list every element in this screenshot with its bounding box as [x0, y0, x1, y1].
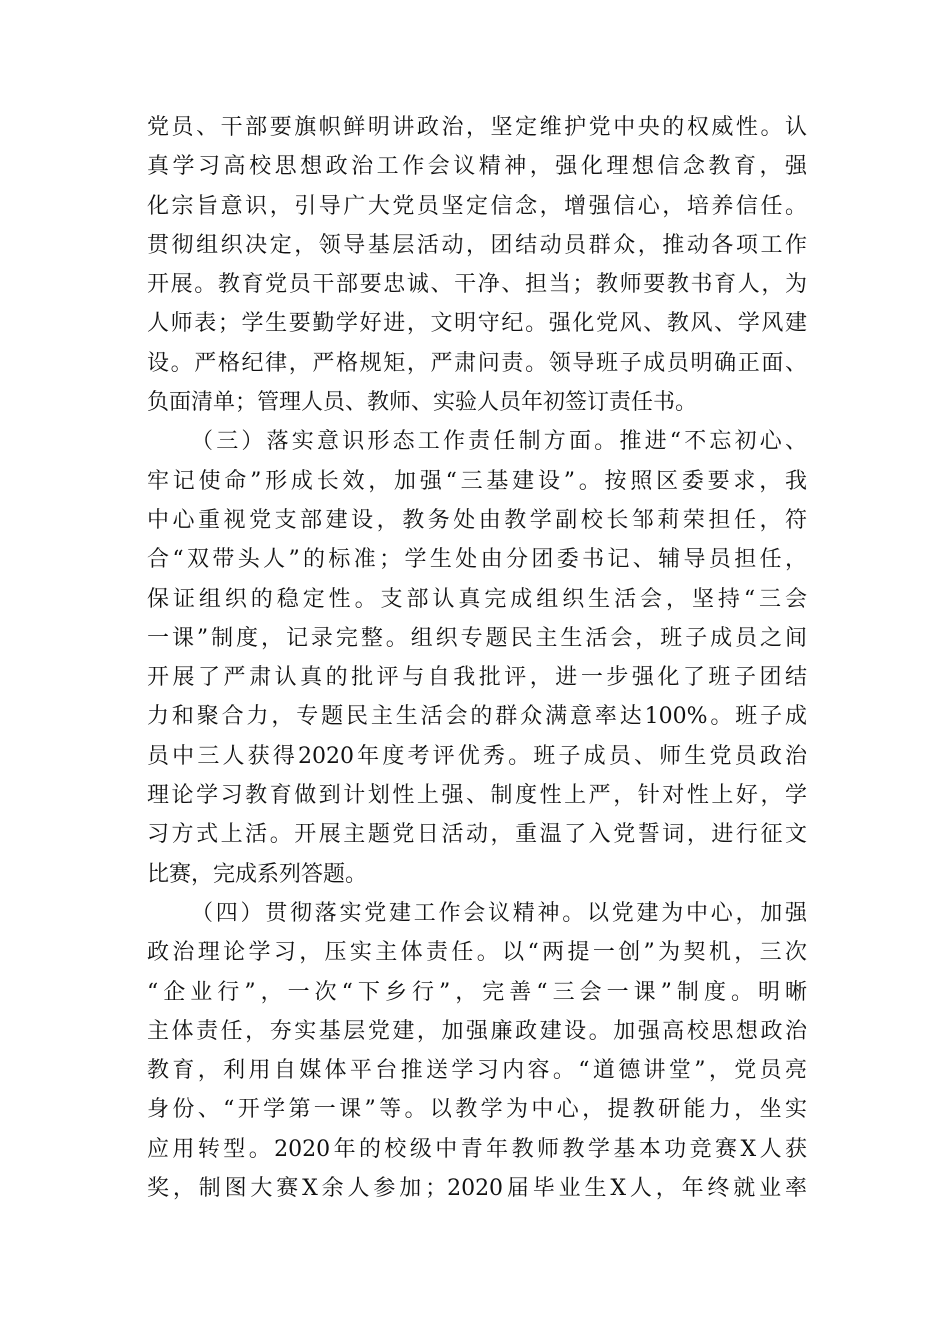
paragraph-p3	[147, 894, 807, 1208]
paragraph-p1	[147, 108, 807, 422]
text-line: 应用转型。2020年的校级中青年教师教学基本功竞赛X人获	[147, 1136, 807, 1162]
paragraph-p2	[147, 422, 807, 894]
text-line: “企业行”，一次“下乡行”，完善“三会一课”制度。明晰	[147, 979, 807, 1005]
text-line: 贯彻组织决定，领导基层活动，团结动员群众，推动各项工作	[147, 232, 807, 258]
text-line: 保证组织的稳定性。支部认真完成组织生活会，坚持“三会	[147, 586, 807, 612]
body-text	[147, 108, 807, 1208]
text-line: 牢记使命”形成长效，加强“三基建设”。按照区委要求，我	[147, 468, 807, 494]
text-line: 身份、“开学第一课”等。以教学为中心，提教研能力，坐实	[147, 1097, 807, 1123]
text-line: 开展了严肃认真的批评与自我批评，进一步强化了班子团结	[147, 665, 807, 691]
text-line: 主体责任，夯实基层党建，加强廉政建设。加强高校思想政治	[147, 1018, 807, 1044]
text-line: 负面清单；管理人员、教师、实验人员年初签订责任书。	[147, 390, 698, 416]
text-line: 人师表；学生要勤学好进，文明守纪。强化党风、教风、学风建	[147, 311, 807, 337]
text-line: 习方式上活。开展主题党日活动，重温了入党誓词，进行征文	[147, 822, 807, 848]
text-line: 党员、干部要旗帜鲜明讲政治，坚定维护党中央的权威性。认	[147, 115, 807, 140]
text-line: 理论学习教育做到计划性上强、制度性上严，针对性上好，学	[147, 783, 807, 809]
text-line: 奖，制图大赛X余人参加；2020届毕业生X人，年终就业率	[147, 1176, 807, 1202]
text-line: 教育，利用自媒体平台推送学习内容。“道德讲堂”，党员亮	[147, 1058, 807, 1084]
text-line: 合“双带头人”的标准；学生处由分团委书记、辅导员担任，	[147, 547, 807, 573]
text-line: 真学习高校思想政治工作会议精神，强化理想信念教育，强	[147, 154, 807, 180]
text-line: 政治理论学习，压实主体责任。以“两提一创”为契机，三次	[147, 940, 807, 966]
text-line: 设。严格纪律，严格规矩，严肃问责。领导班子成员明确正面、	[147, 350, 807, 376]
text-line: 力和聚合力，专题民主生活会的群众满意率达100%。班子成	[147, 704, 807, 730]
text-line: 一课”制度，记录完整。组织专题民主生活会，班子成员之间	[147, 625, 807, 651]
text-line: 开展。教育党员干部要忠诚、干净、担当；教师要教书育人，为	[147, 272, 807, 298]
text-line: 比赛，完成系列答题。	[147, 861, 368, 887]
text-line: （四）贯彻落实党建工作会议精神。以党建为中心，加强	[191, 900, 807, 926]
text-line: 化宗旨意识，引导广大党员坚定信念，增强信心，培养信任。	[147, 193, 807, 219]
text-line: 中心重视党支部建设，教务处由教学副校长邹莉荣担任，符	[147, 507, 807, 533]
text-line: 员中三人获得2020年度考评优秀。班子成员、师生党员政治	[147, 743, 807, 769]
text-line: （三）落实意识形态工作责任制方面。推进“不忘初心、	[191, 429, 807, 455]
